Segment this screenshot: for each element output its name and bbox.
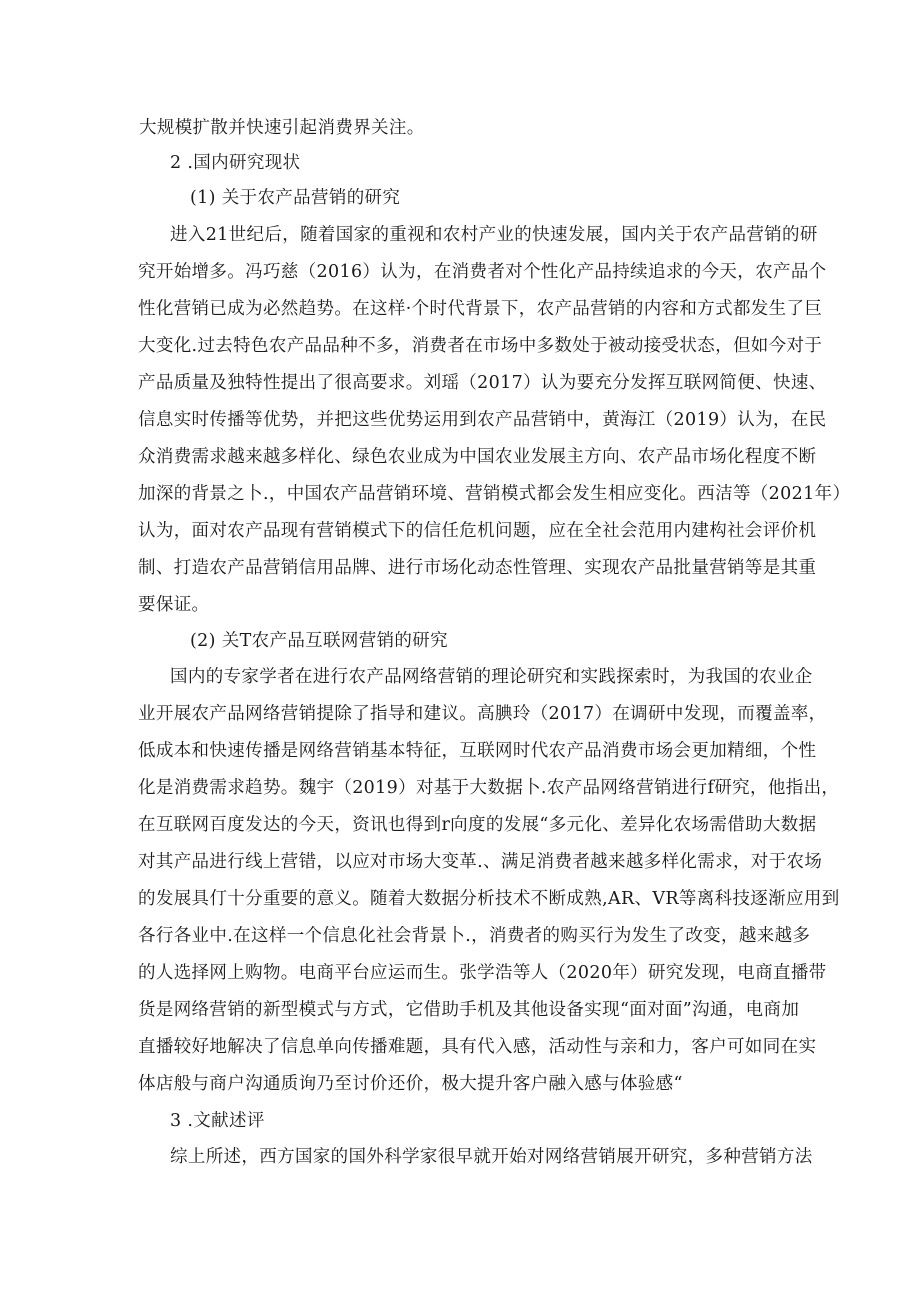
text-line: 业开展农产品网络营销提除了指导和建议。高腆玲（2017）在调研中发现，而覆盖率， — [138, 704, 827, 724]
text-line: 加深的背景之卜.，中国农产品营销环境、营销模式都会发生相应变化。西洁等（2021年） — [138, 484, 851, 504]
text-line: 货是网络营销的新型模式与方式，它借助手机及其他设备实现“面对面”沟通，电商加 — [138, 1000, 800, 1020]
text-line: 国内的专家学者在进行农产品网络营销的理论研究和实践探索时，为我国的农业企 — [170, 667, 813, 687]
text-line: 进入21世纪后，随着国家的重视和农村产业的快速发展，国内关于农产品营销的研 — [170, 225, 818, 245]
section-heading: 2 .国内研究现状 — [170, 153, 301, 173]
text-line: 在互联网百度发达的今天，资讯也得到r向度的发展“多元化、差异化农场需借助大数据 — [138, 815, 817, 835]
subsection-heading: (2) 关T农产品互联网营销的研究 — [190, 631, 448, 651]
text-line: 综上所述，西方国家的国外科学家很早就开始对网络营销展开研究，多种营销方法 — [170, 1147, 813, 1167]
text-line: 认为，面对农产品现有营销模式下的信任危机问题，应在全社会范用内建构社会评价机 — [138, 521, 817, 541]
text-line: 低成本和快速传播是网络营销基本特征，互联网时代农产品消费市场会更加精细，个性 — [138, 741, 817, 761]
text-line: 产品质量及独特性提出了很高要求。刘瑶（2017）认为要充分发挥互联网简便、快速、 — [138, 373, 827, 393]
text-line: 大变化.过去特色农产品品种不多，消费者在市场中多数处于被动接受状态，但如今对于 — [138, 336, 823, 356]
text-line: 体店般与商户沟通质询乃至讨价还价，极大提升客户融入感与体验感“ — [138, 1074, 683, 1094]
text-line: 性化营销已成为必然趋势。在这样·个时代背景下，农产品营销的内容和方式都发生了巨 — [138, 299, 823, 319]
text-line: 究开始增多。冯巧慈（2016）认为，在消费者对个性化产品持续追求的今天，农产品个 — [138, 262, 827, 282]
text-line: 制、打造农产品营销信用品牌、进行市场化动态性管理、实现农产品批量营销等是其重 — [138, 558, 817, 578]
text-line: 对其产品进行线上营错，以应对市场大变革.、满足消费者越来越多样化需求，对于农场 — [138, 852, 823, 872]
section-heading: 3 .文献述评 — [170, 1111, 265, 1131]
subsection-heading: (1) 关于农产品营销的研究 — [190, 188, 401, 208]
text-line: 大规模扩散并快速引起消费界关注。 — [139, 118, 425, 138]
text-line: 的人选择网上购物。电商平台应运而生。张学浩等人（2020年）研究发现，电商直播带 — [138, 963, 827, 983]
text-line: 直播较好地解决了信息单向传播难题，具有代入感，活动性与亲和力，客户可如同在实 — [138, 1037, 817, 1057]
text-line: 要保证。 — [138, 595, 210, 615]
text-line: 各行各业中.在这样一个信息化社会背景卜.，消费者的购买行为发生了改变，越来越多 — [138, 926, 811, 946]
text-line: 的发展具仃十分重要的意义。随着大数据分析技术不断成熟,AR、VR等离科技逐渐应用到 — [138, 889, 840, 909]
text-line: 信息实时传播等优势，并把这些优势运用到农产品营销中，黄海江（2019）认为，在民 — [138, 410, 827, 430]
text-line: 众消费需求越来越多样化、绿色农业成为中国农业发展主方向、农产品市场化程度不断 — [138, 447, 817, 467]
text-line: 化是消费需求趋势。魏宇（2019）对基于大数据卜.农产品网络营销进行f研究，他指出， — [138, 778, 840, 798]
